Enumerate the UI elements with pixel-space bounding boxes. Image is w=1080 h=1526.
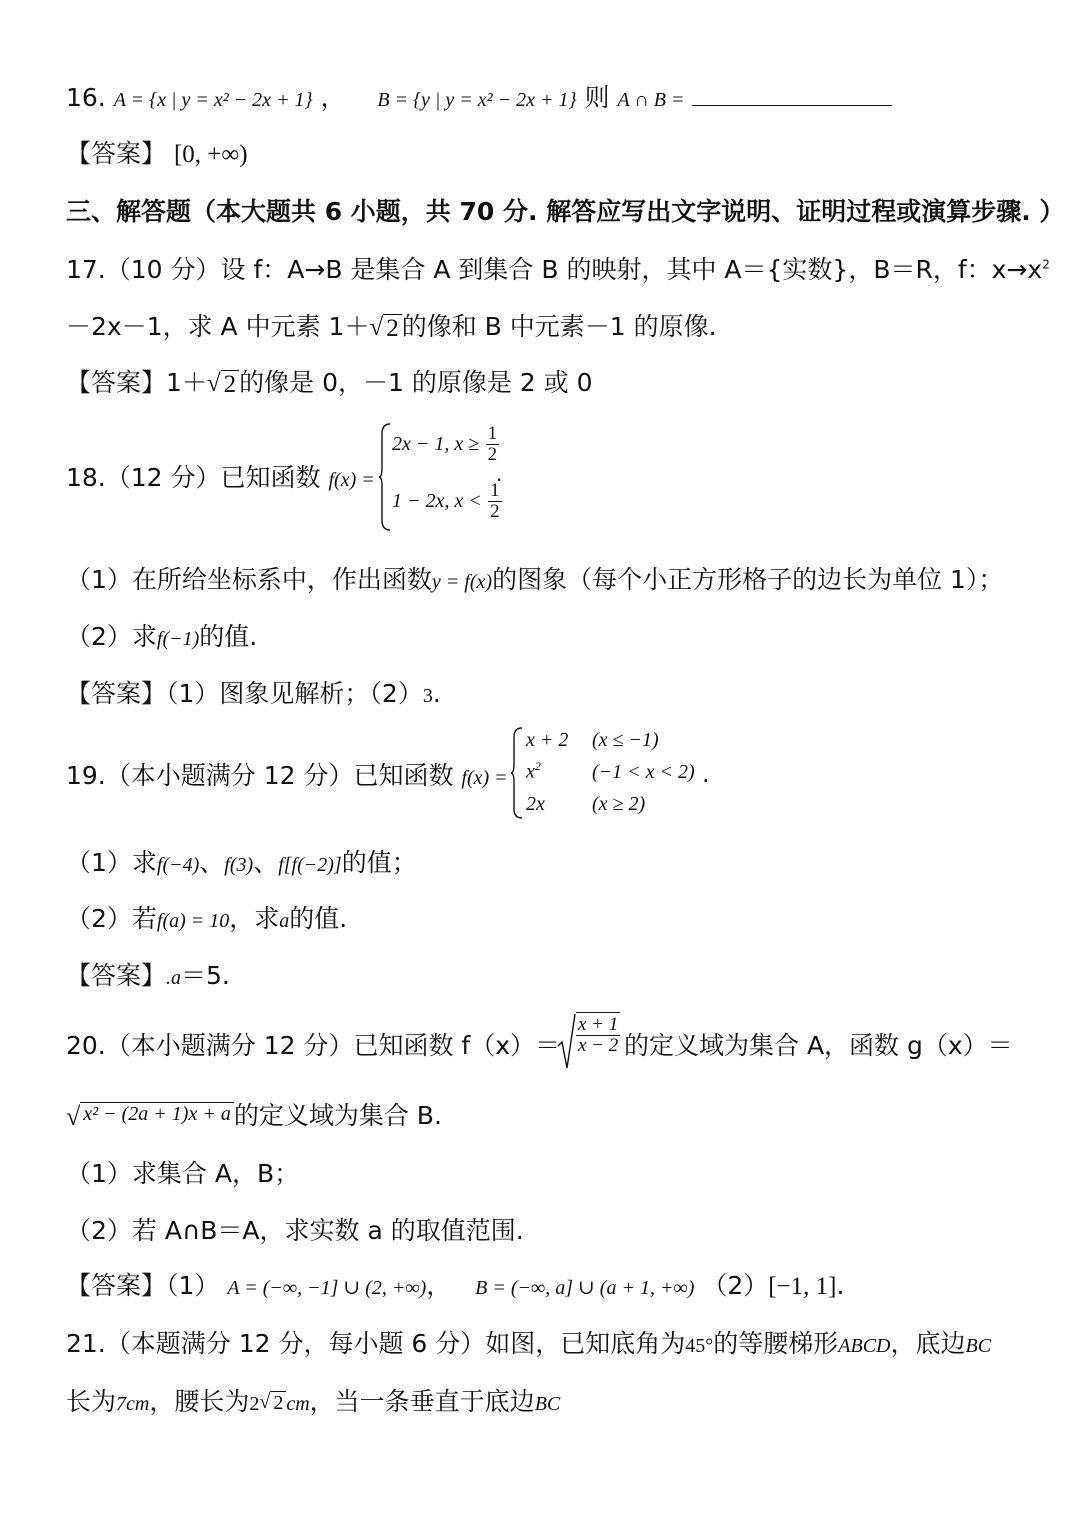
q19-p2-var: a [279,910,290,932]
answer-label: 【答案】 [66,961,167,990]
q21-len-coef: 2 [249,1393,260,1415]
q19-prefix-line [66,756,508,792]
q16-expr: A ∩ B = [617,89,685,111]
fraction-denominator: 2 [487,443,498,465]
q18-part1 [66,560,1003,596]
q18-prefix: 18.（12 分）已知函数 [66,463,321,492]
q18-p2a: （2）求 [66,622,157,651]
q16-comma: ， [320,83,346,112]
q20-line1b: 的定义域为集合 A，函数 g（x）＝ [624,1031,1013,1060]
q18-answer-math: 3 [422,685,433,707]
q21-bc: BC [965,1335,992,1357]
q19-brace [510,726,524,820]
q21-line1a: 21.（本题满分 12 分，每小题 6 分）如图，已知底角为 [66,1329,686,1358]
q16-then: 则 [584,83,610,112]
q17-answer-b: 的像是 0，－1 的原像是 2 或 0 [239,368,593,397]
fraction-numerator: 1 [490,480,500,501]
q19-p1-m1: f(−4) [156,854,200,876]
q21-line2a: 长为 [66,1387,117,1416]
q20-answer-set-a: A = (−∞, −1] ∪ (2, +∞) [227,1277,427,1299]
q19-case2 [526,759,695,784]
q17-text1: 17.（10 分）设 f：A→B 是集合 A 到集合 B 的映射，其中 A＝{实数}，B＝R，f：x→x [66,255,1043,284]
q17-text2b: 的像和 B 中元素－1 的原像. [401,312,717,341]
q19-part2 [66,899,347,935]
q20-line1 [66,1026,560,1062]
sqrt-symbol: √ 2 [369,314,401,343]
q17-answer-a: 1＋ [166,368,207,397]
q19-p2c: 的值. [289,904,348,933]
fraction-numerator: x + 1 [578,1014,619,1035]
q19-answer-b: ＝5. [181,961,230,990]
answer-label: 【答案】 [66,679,167,708]
q18-case2-fraction [488,481,502,522]
q19-c3-expr: 2x [526,793,545,815]
q20-part2: （2）若 A∩B＝A，求实数 a 的取值范围. [66,1216,524,1245]
q16-number: 16. [66,83,106,112]
q20-answer-range: [−1, 1] [768,1273,837,1300]
q21-line1c: ，底边 [890,1329,966,1358]
q19-fx: f(x) = [461,767,508,789]
q17-line1 [66,250,1050,286]
q18-answer-b: . [432,679,441,708]
q21-line1 [66,1324,991,1360]
q19-p1a: （1）求 [66,848,157,877]
q20-line2 [66,1096,442,1132]
q19-c2-expr: x [526,761,535,783]
q20-line2-sqrt: x² − (2a + 1)x + a [80,1102,234,1132]
q16-set-b: B = {y | y = x² − 2x + 1} [377,89,577,111]
q18-part2 [66,617,257,653]
q19-c3-cond: (x ≥ 2) [592,793,646,815]
q21-abcd: ABCD [838,1335,891,1357]
q20-fraction [576,1015,620,1056]
q21-len7: 7cm [116,1393,150,1415]
q19-prefix: 19.（本小题满分 12 分）已知函数 [66,761,454,790]
q18-p1a: （1）在所给坐标系中，作出函数 [66,565,432,594]
q19-sep: 、 [199,848,225,877]
q18-case1 [392,424,499,465]
q18-case1-fraction [486,424,500,465]
q20-answer-set-b: B = (−∞, a] ∪ (a + 1, +∞) [475,1277,695,1299]
q18-p1b: 的图象（每个小正方形格子的边长为单位 1）； [492,565,1004,594]
q21-bc2: BC [534,1393,561,1415]
q19-p2a: （2）若 [66,904,157,933]
q18-fx: f(x) = [328,469,375,491]
q18-answer-a: （1）图象见解析；（2） [166,679,423,708]
q20-answer-end: . [836,1271,845,1300]
q18-case1-expr: 2x − 1, x ≥ [392,432,480,455]
answer-label: 【答案】 [66,368,167,397]
q19-p2b: ，求 [229,904,280,933]
q19-c2-cond: (−1 < x < 2) [592,761,695,783]
q21-angle: 45° [685,1335,714,1357]
q20-answer-b: （2） [702,1271,769,1300]
q21-len-sqrt: 2 [270,1391,286,1415]
q19-period: . [702,760,710,788]
q20-line2b: 的定义域为集合 B. [233,1101,442,1130]
q18-answer [66,674,441,710]
q21-line2b: ，腰长为 [149,1387,250,1416]
answer-label: 【答案】 [66,139,167,168]
q17-answer [66,363,593,399]
q18-period: . [496,462,503,486]
q17-sup: 2 [1042,257,1050,272]
fraction-denominator: 2 [490,500,500,522]
q18-case2 [392,481,502,522]
q19-answer [66,956,230,992]
q17-answer-sqrt: 2 [221,370,240,399]
q16-answer-blank [692,83,892,106]
q19-sep: 、 [253,848,279,877]
q19-p1-m3: f[f(−2)] [278,854,342,876]
q19-p2-math: f(a) = 10 [156,910,230,932]
q21-line1b: 的等腰梯形 [713,1329,839,1358]
q19-case1 [526,727,659,752]
q19-p1-m2: f(3) [224,854,254,876]
q20-answer-comma: ， [426,1271,452,1300]
sqrt-symbol: √ x² − (2a + 1)x + a [66,1102,234,1132]
q19-c2-sup: 2 [534,759,541,774]
q18-p2b: 的值. [199,622,258,651]
q17-line2 [66,307,717,343]
q16-answer-value: [0, +∞) [173,141,248,168]
q21-line2 [66,1382,560,1418]
q18-p1-math: y = f(x) [431,571,493,593]
q19-c1-cond: (x ≤ −1) [592,729,659,751]
q18-case2-expr: 1 − 2x, x < [392,489,482,512]
q19-answer-var: .a [166,967,182,989]
fraction-denominator: x − 2 [578,1034,619,1056]
section-three-title: 三、解答题（本大题共 6 小题，共 70 分. 解答应写出文字说明、证明过程或演算步骤. ） [66,197,1065,226]
answer-label: 【答案】 [66,1271,167,1300]
q17-text2a: －2x－1，求 A 中元素 1＋ [66,312,370,341]
q21-line2c: ，当一条垂直于底边 [309,1387,535,1416]
q19-p1b: 的值； [341,848,417,877]
q18-prefix-line [66,458,375,494]
q20-sqrt-fraction [556,1012,620,1072]
sqrt-symbol: √ 2 [259,1391,286,1415]
q19-c1-expr: x + 2 [526,729,569,751]
q17-sqrt-value: 2 [383,314,402,343]
q21-len-unit: cm [286,1393,310,1415]
fraction-numerator: 1 [487,423,498,444]
q16-set-a: A = {x | y = x² − 2x + 1} [113,89,313,111]
q16-line [66,78,892,114]
q18-brace [378,422,392,532]
sqrt-symbol [556,1012,576,1072]
q18-p2-math: f(−1) [156,628,200,650]
q16-answer [66,134,248,170]
q19-case3 [526,791,645,816]
q20-line1a: 20.（本小题满分 12 分）已知函数 f（x）＝ [66,1031,561,1060]
q20-part1: （1）求集合 A，B； [66,1159,300,1188]
sqrt-symbol: √ 2 [207,370,239,399]
q20-answer-a: （1） [166,1271,220,1300]
q20-answer [66,1266,844,1302]
q19-part1 [66,843,417,879]
